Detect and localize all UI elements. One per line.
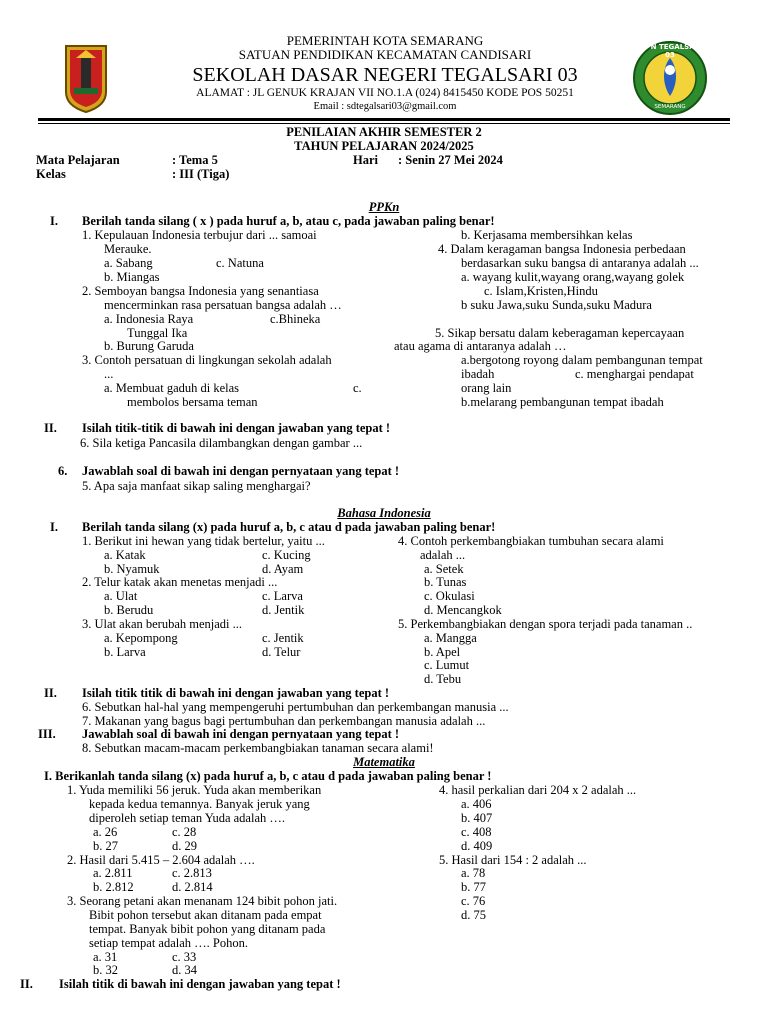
ppkn-question: 2. Semboyan bangsa Indonesia yang senantiasa	[82, 284, 319, 298]
ppkn-section-title: PPKn	[368, 200, 400, 214]
bindo-option: b. Tunas	[424, 575, 467, 589]
ppkn-option: a.bergotong royong dalam pembangunan tempat	[461, 353, 703, 367]
ppkn-question: 1. Kepulauan Indonesia terbujur dari ... samoai	[82, 228, 317, 242]
ppkn-question: 5. Apa saja manfaat sikap saling menghargai?	[82, 479, 311, 493]
bindo-option: a. Ulat	[104, 589, 138, 603]
ppkn-option: c. Natuna	[216, 256, 264, 270]
mtk-option: d. 409	[461, 839, 493, 853]
ppkn-option-line: Tunggal Ika	[127, 326, 188, 340]
mtk-option: c. 33	[172, 950, 197, 964]
mtk-part2-number: II.	[20, 977, 33, 991]
ppkn-option: b.melarang pembangunan tempat ibadah	[461, 395, 664, 409]
bindo-question: 8. Sebutkan macam-macam perkembangbiakan tanaman secara alami!	[82, 741, 434, 755]
ppkn-part2-instruction: Isilah titik-titik di bawah ini dengan jawaban yang tepat !	[82, 421, 391, 435]
mtk-option: a. 78	[461, 866, 486, 880]
class-value: : III (Tiga)	[172, 167, 230, 181]
letterhead-education-unit: SATUAN PENDIDIKAN KECAMATAN CANDISARI	[238, 47, 532, 62]
school-badge-subtext: SEMARANG	[654, 104, 686, 110]
letterhead-rule-thick	[38, 118, 730, 121]
bindo-question: 1. Berikut ini hewan yang tidak bertelur, yaitu ...	[82, 534, 325, 548]
ppkn-question-line: Merauke.	[104, 242, 152, 256]
bindo-option: a. Katak	[104, 548, 146, 562]
mtk-section-title: Matematika	[353, 755, 415, 769]
ppkn-part1-number: I.	[50, 214, 58, 228]
ppkn-question-line: mencerminkan rasa persatuan bangsa adalah …	[104, 298, 342, 312]
bindo-option: b. Larva	[104, 645, 146, 659]
ppkn-question: 5. Sikap bersatu dalam keberagaman kepercayaan	[435, 326, 685, 340]
exam-title: PENILAIAN AKHIR SEMESTER 2	[286, 125, 482, 139]
subject-value: : Tema 5	[172, 153, 218, 167]
bindo-part2-number: II.	[44, 686, 57, 700]
bindo-option: a. Kepompong	[104, 631, 178, 645]
mtk-option: d. 34	[172, 963, 197, 977]
bindo-option: c. Kucing	[262, 548, 311, 562]
mtk-option: b. 77	[461, 880, 486, 894]
mtk-question: 5. Hasil dari 154 : 2 adalah ...	[439, 853, 587, 867]
bindo-option: c. Jentik	[262, 631, 304, 645]
bindo-option: b. Apel	[424, 645, 461, 659]
mtk-option: c. 2.813	[172, 866, 212, 880]
bindo-option: d. Jentik	[262, 603, 305, 617]
letterhead-school-name: SEKOLAH DASAR NEGERI TEGALSARI 03	[192, 64, 578, 86]
ppkn-option: b. Kerjasama membersihkan kelas	[461, 228, 633, 242]
mtk-question-line: kepada kedua temannya. Banyak jeruk yang	[89, 797, 310, 811]
letterhead-government: PEMERINTAH KOTA SEMARANG	[286, 33, 484, 48]
bindo-question: 2. Telur katak akan menetas menjadi ...	[82, 575, 278, 589]
mtk-option: c. 76	[461, 894, 486, 908]
ppkn-question-line: atau agama di antaranya adalah …	[394, 339, 567, 353]
bindo-question: 5. Perkembangbiakan dengan spora terjadi pada tanaman ..	[398, 617, 693, 631]
mtk-question-line: diperoleh setiap teman Yuda adalah ….	[89, 811, 285, 825]
mtk-question: 1. Yuda memiliki 56 jeruk. Yuda akan memberikan	[67, 783, 322, 797]
ppkn-question: 6. Sila ketiga Pancasila dilambangkan dengan gambar ...	[80, 436, 363, 450]
ppkn-option: a. Sabang	[104, 256, 153, 270]
bindo-option: d. Telur	[262, 645, 301, 659]
bindo-part1-number: I.	[50, 520, 58, 534]
bindo-option: d. Ayam	[262, 562, 304, 576]
semarang-city-logo	[64, 44, 108, 114]
mtk-option: c. 28	[172, 825, 197, 839]
ppkn-option: a. Indonesia Raya	[104, 312, 194, 326]
ppkn-option-line: ibadah	[461, 367, 495, 381]
mtk-option: a. 31	[93, 950, 118, 964]
letterhead-rule-thin	[38, 123, 730, 124]
mtk-option: b. 27	[93, 839, 118, 853]
mtk-question: 3. Seorang petani akan menanam 124 bibit pohon jati.	[67, 894, 338, 908]
mtk-option: a. 2.811	[93, 866, 133, 880]
ppkn-part3-instruction: Jawablah soal di bawah ini dengan pernyataan yang tepat !	[82, 464, 400, 478]
school-badge-logo	[632, 40, 708, 116]
letterhead-email: Email : sdtegalsari03@gmail.com	[313, 101, 457, 112]
bindo-question: 4. Contoh perkembangbiakan tumbuhan secara alami	[398, 534, 664, 548]
mtk-option: d. 29	[172, 839, 197, 853]
mtk-option: b. 32	[93, 963, 118, 977]
ppkn-question-line: berdasarkan suku bangsa di antaranya adalah ...	[461, 256, 699, 270]
bindo-question: 7. Makanan yang bagus bagi pertumbuhan dan perkembangan manusia adalah ...	[82, 714, 486, 728]
exam-year: TAHUN PELAJARAN 2024/2025	[294, 139, 474, 153]
class-label: Kelas	[36, 167, 66, 181]
ppkn-option: c.	[353, 381, 362, 395]
letterhead-address: ALAMAT : JL GENUK KRAJAN VII NO.1.A (024) 8415450 KODE POS 50251	[196, 87, 574, 99]
ppkn-part2-number: II.	[44, 421, 57, 435]
ppkn-option: c. menghargai pendapat	[575, 367, 694, 381]
mtk-option: c. 408	[461, 825, 492, 839]
bindo-option: b. Nyamuk	[104, 562, 160, 576]
ppkn-option: a. wayang kulit,wayang orang,wayang golek	[461, 270, 685, 284]
bindo-part3-instruction: Jawablah soal di bawah ini dengan pernyataan yang tepat !	[82, 727, 400, 741]
bindo-question: 6. Sebutkan hal-hal yang mempengeruhi pertumbuhan dan perkembangan manusia ...	[82, 700, 509, 714]
bindo-part1-instruction: Berilah tanda silang (x) pada huruf a, b, c atau d pada jawaban paling benar!	[82, 520, 496, 534]
school-badge-text: SD N TEGALSARI 03	[637, 43, 703, 59]
bindo-option: c. Lumut	[424, 658, 470, 672]
ppkn-option: c. Islam,Kristen,Hindu	[484, 284, 598, 298]
mtk-question: 2. Hasil dari 5.415 – 2.604 adalah ….	[67, 853, 255, 867]
mtk-part1-instruction: I. Berikanlah tanda silang (x) pada huruf a, b, c atau d pada jawaban paling benar !	[44, 769, 492, 783]
mtk-option: b. 407	[461, 811, 493, 825]
ppkn-question: 4. Dalam keragaman bangsa Indonesia perbedaan	[438, 242, 686, 256]
mtk-option: d. 75	[461, 908, 486, 922]
bindo-option: d. Mencangkok	[424, 603, 502, 617]
bindo-section-title: Bahasa Indonesia	[337, 506, 431, 520]
ppkn-option: b. Miangas	[104, 270, 160, 284]
day-label: Hari	[353, 153, 378, 167]
ppkn-option-line: membolos bersama teman	[127, 395, 258, 409]
mtk-part2-instruction: Isilah titik di bawah ini dengan jawaban yang tepat !	[59, 977, 341, 991]
mtk-option: b. 2.812	[93, 880, 134, 894]
ppkn-option-line: orang lain	[461, 381, 512, 395]
bindo-option: c. Okulasi	[424, 589, 475, 603]
mtk-question-line: tempat. Banyak bibit pohon yang ditanam pada	[89, 922, 326, 936]
bindo-option: c. Larva	[262, 589, 303, 603]
ppkn-part1-instruction: Berilah tanda silang ( x ) pada huruf a, b, atau c, pada jawaban paling benar!	[82, 214, 495, 228]
mtk-option: a. 26	[93, 825, 118, 839]
ppkn-option: b. Burung Garuda	[104, 339, 194, 353]
bindo-option: a. Mangga	[424, 631, 477, 645]
mtk-option: a. 406	[461, 797, 492, 811]
bindo-part2-instruction: Isilah titik titik di bawah ini dengan jawaban yang tepat !	[82, 686, 390, 700]
ppkn-option: b suku Jawa,suku Sunda,suku Madura	[461, 298, 652, 312]
bindo-question-line: adalah ...	[420, 548, 466, 562]
ppkn-question: 3. Contoh persatuan di lingkungan sekolah adalah	[82, 353, 332, 367]
mtk-question-line: setiap tempat adalah …. Pohon.	[89, 936, 248, 950]
mtk-option: d. 2.814	[172, 880, 213, 894]
bindo-option: b. Berudu	[104, 603, 154, 617]
bindo-option: a. Setek	[424, 562, 464, 576]
bindo-option: d. Tebu	[424, 672, 462, 686]
ppkn-option: c.Bhineka	[270, 312, 321, 326]
bindo-question: 3. Ulat akan berubah menjadi ...	[82, 617, 243, 631]
ppkn-option: a. Membuat gaduh di kelas	[104, 381, 240, 395]
ppkn-part3-number: 6.	[58, 464, 68, 478]
mtk-question-line: Bibit pohon tersebut akan ditanam pada empat	[89, 908, 322, 922]
bindo-part3-number: III.	[38, 727, 56, 741]
subject-label: Mata Pelajaran	[36, 153, 120, 167]
day-value: : Senin 27 Mei 2024	[398, 153, 503, 167]
mtk-question: 4. hasil perkalian dari 204 x 2 adalah ...	[439, 783, 637, 797]
ppkn-question-line: ...	[104, 367, 114, 381]
